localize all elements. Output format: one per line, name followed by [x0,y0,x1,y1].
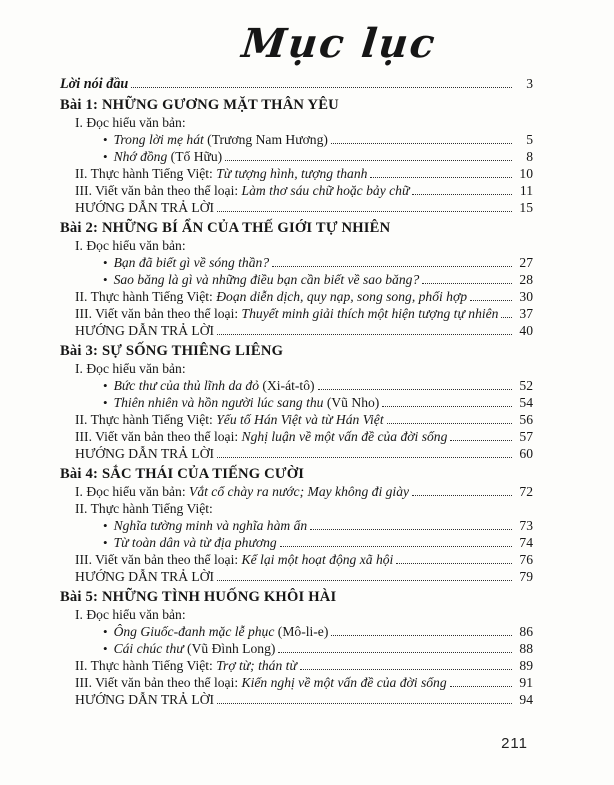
bullet-icon [103,534,114,551]
entry-topic: Thuyết minh giải thích một hiện tượng tự nhiên [241,306,499,321]
dot-leader [225,160,512,161]
section-heading [60,466,533,483]
page-number: 8 [526,149,533,164]
bullet-icon [103,517,114,534]
dot-leader [382,406,512,407]
entry-prefix: III. Viết văn bản theo thể loại: [75,429,242,444]
dot-leader [501,317,512,318]
entry-title: Bức thư của thủ lĩnh da đỏ [113,378,260,393]
answers-entry [60,691,533,708]
entry-prefix: III. Viết văn bản theo thể loại: [75,675,242,690]
toc-entry [60,254,533,271]
toc-entry [60,517,533,534]
entry-topic: Làm thơ sáu chữ hoặc bảy chữ [241,183,410,198]
reading-section-label [60,360,533,377]
dot-leader [217,334,512,335]
toc-entry [60,288,533,305]
dot-leader [387,423,512,424]
toc-entry [60,271,533,288]
entry-title: Nhớ đồng [113,149,168,164]
folio-number: 211 [501,735,528,752]
entry-prefix: III. Viết văn bản theo thể loại: [75,552,242,567]
toc-entry [60,131,533,148]
entry-author: (Vũ Đình Long) [183,641,276,656]
reading-label-text: I. Đọc hiểu văn bản: [75,607,186,622]
toc-entry [60,305,533,322]
answers-label: HƯỚNG DẪN TRẢ LỜI [75,323,215,338]
entry-text [75,182,409,199]
page-number: 94 [519,692,533,707]
dot-leader [272,266,512,267]
dot-leader [331,143,512,144]
entry-topic: Kiến nghị về một vấn đề của đời sống [241,675,447,690]
section-heading-text: Bài 3: SỰ SỐNG THIÊNG LIÊNG [60,343,284,359]
entry-text [75,288,467,305]
page-title: Mục lục [239,20,439,67]
entry-text [114,394,380,411]
entry-author: (Vũ Nho) [323,395,380,410]
dot-leader [331,635,512,636]
dot-leader [422,283,512,284]
page-number: 54 [519,395,533,410]
answers-entry [60,322,533,339]
preface-entry [60,75,533,93]
entry-topic: Trợ từ; thán từ [216,658,297,673]
section-heading-text: Bài 1: NHỮNG GƯƠNG MẶT THÂN YÊU [60,97,339,113]
preface-label: Lời nói đầu [60,76,129,92]
page-number: 10 [519,166,533,181]
practice-section-label [60,500,533,517]
entry-title: Thiên nhiên và hồn người lúc sang thu [113,395,324,410]
bullet-icon [103,254,114,271]
toc-entry [60,377,533,394]
entry-prefix: II. Thực hành Tiếng Việt: [75,412,217,427]
entry-text [114,377,315,394]
dot-leader [318,389,512,390]
dot-leader [450,686,512,687]
entry-title: Sao băng là gì và những điều bạn cần biết về sao băng? [113,272,420,287]
page-number: 27 [519,255,533,270]
toc-entry [60,640,533,657]
entry-topic: Nghị luận về một vấn đề của đời sống [241,429,448,444]
entry-topic: Yếu tố Hán Việt và từ Hán Việt [216,412,384,427]
entry-author: (Xi-át-tô) [259,378,315,393]
entry-topic: Kể lại một hoạt động xã hội [241,552,394,567]
answers-entry [60,445,533,462]
toc-entry [60,483,533,500]
entry-text [75,305,498,322]
page-number: 72 [519,484,533,499]
toc-entry [60,428,533,445]
entry-text [114,271,420,288]
entry-prefix: II. Thực hành Tiếng Việt: [75,289,217,304]
dot-leader [370,177,512,178]
entry-text [114,534,277,551]
entry-title: Nghĩa tường minh và nghĩa hàm ẩn [113,518,308,533]
page-number: 60 [519,446,533,461]
entry-text [75,551,393,568]
page-number: 74 [519,535,533,550]
dot-leader [450,440,512,441]
toc-entry [60,394,533,411]
page-number: 73 [519,518,533,533]
entry-text [75,657,297,674]
toc-entry [60,657,533,674]
bullet-icon [103,394,114,411]
page-number: 37 [519,306,533,321]
toc-entry [60,165,533,182]
entry-prefix: III. Viết văn bản theo thể loại: [75,306,242,321]
page-number: 56 [519,412,533,427]
entry-prefix: I. Đọc hiểu văn bản: [75,484,190,499]
toc-section-bai-1 [60,97,533,216]
entry-title: Bạn đã biết gì về sóng thần? [113,255,270,270]
entry-title: Ông Giuốc-đanh mặc lễ phục [113,624,275,639]
entry-prefix: II. Thực hành Tiếng Việt: [75,166,217,181]
dot-leader [396,563,512,564]
entry-title: Trong lời mẹ hát [113,132,204,147]
reading-section-label [60,114,533,131]
page-number: 30 [519,289,533,304]
dot-leader [217,703,512,704]
toc-entry [60,182,533,199]
section-heading-text: Bài 4: SẮC THÁI CỦA TIẾNG CƯỜI [60,466,305,482]
bullet-icon [103,377,114,394]
section-heading-text: Bài 2: NHỮNG BÍ ẨN CỦA THẾ GIỚI TỰ NHIÊN [60,220,391,236]
answers-label: HƯỚNG DẪN TRẢ LỜI [75,446,215,461]
entry-topic: Từ tượng hình, tượng thanh [216,166,368,181]
entry-text [75,674,447,691]
answers-label: HƯỚNG DẪN TRẢ LỜI [75,692,215,707]
page-number: 40 [519,323,533,338]
section-heading [60,220,533,237]
dot-leader [470,300,512,301]
toc-entry [60,148,533,165]
section-heading-text: Bài 5: NHỮNG TÌNH HUỐNG KHÔI HÀI [60,589,337,605]
toc-section-bai-4 [60,466,533,585]
entry-text [114,254,270,271]
entry-text [75,165,367,182]
entry-title: Từ toàn dân và từ địa phương [113,535,277,550]
page-number: 86 [519,624,533,639]
reading-section-label [60,237,533,254]
answers-label: HƯỚNG DẪN TRẢ LỜI [75,569,215,584]
dot-leader [217,211,512,212]
toc-entry [60,534,533,551]
entry-text [114,148,223,165]
entry-topic: Đoạn diễn dịch, quy nạp, song song, phối hợp [216,289,468,304]
section-heading [60,97,533,114]
entry-prefix: III. Viết văn bản theo thể loại: [75,183,242,198]
title-wrap [0,0,614,67]
entry-prefix: II. Thực hành Tiếng Việt: [75,658,217,673]
entry-text [114,131,328,148]
dot-leader [310,529,512,530]
entry-author: (Trương Nam Hương) [203,132,328,147]
toc-entry [60,411,533,428]
bullet-icon [103,148,114,165]
dot-leader [412,194,512,195]
section-heading [60,589,533,606]
dot-leader [217,457,512,458]
toc-entry [60,623,533,640]
dot-leader [217,580,512,581]
dot-leader [278,652,512,653]
reading-label-text: I. Đọc hiểu văn bản: [75,238,186,253]
table-of-contents [60,75,533,708]
page-number: 11 [519,183,533,198]
toc-section-bai-3 [60,343,533,462]
dot-leader [300,669,512,670]
answers-entry [60,199,533,216]
toc-section-bai-5 [60,589,533,708]
answers-entry [60,568,533,585]
entry-topic: Vắt cổ chày ra nước; May không đi giày [189,484,410,499]
entry-text [75,483,409,500]
entry-title: Cái chúc thư [113,641,184,656]
entry-text [75,428,447,445]
page-number: 91 [519,675,533,690]
section-heading [60,343,533,360]
page-number: 28 [519,272,533,287]
reading-section-label [60,606,533,623]
page-number: 88 [519,641,533,656]
bullet-icon [103,640,114,657]
entry-author: (Tố Hữu) [167,149,223,164]
page-number: 79 [519,569,533,584]
entry-text [75,411,384,428]
page-number: 15 [519,200,533,215]
answers-label: HƯỚNG DẪN TRẢ LỜI [75,200,215,215]
dot-leader [131,87,512,88]
toc-entry [60,551,533,568]
reading-label-text: I. Đọc hiểu văn bản: [75,361,186,376]
page-number: 57 [519,429,533,444]
page-number: 52 [519,378,533,393]
page-number: 89 [519,658,533,673]
reading-label-text: I. Đọc hiểu văn bản: [75,115,186,130]
page-number: 5 [526,132,533,147]
toc-section-bai-2 [60,220,533,339]
bullet-icon [103,131,114,148]
entry-author: (Mô-li-e) [274,624,329,639]
practice-label-text: II. Thực hành Tiếng Việt: [75,501,213,516]
entry-text [114,640,276,657]
page-number: 76 [519,552,533,567]
dot-leader [280,546,512,547]
bullet-icon [103,623,114,640]
dot-leader [412,495,512,496]
entry-text [114,517,308,534]
bullet-icon [103,271,114,288]
toc-entry [60,674,533,691]
entry-text [114,623,329,640]
page-number: 3 [526,76,533,91]
